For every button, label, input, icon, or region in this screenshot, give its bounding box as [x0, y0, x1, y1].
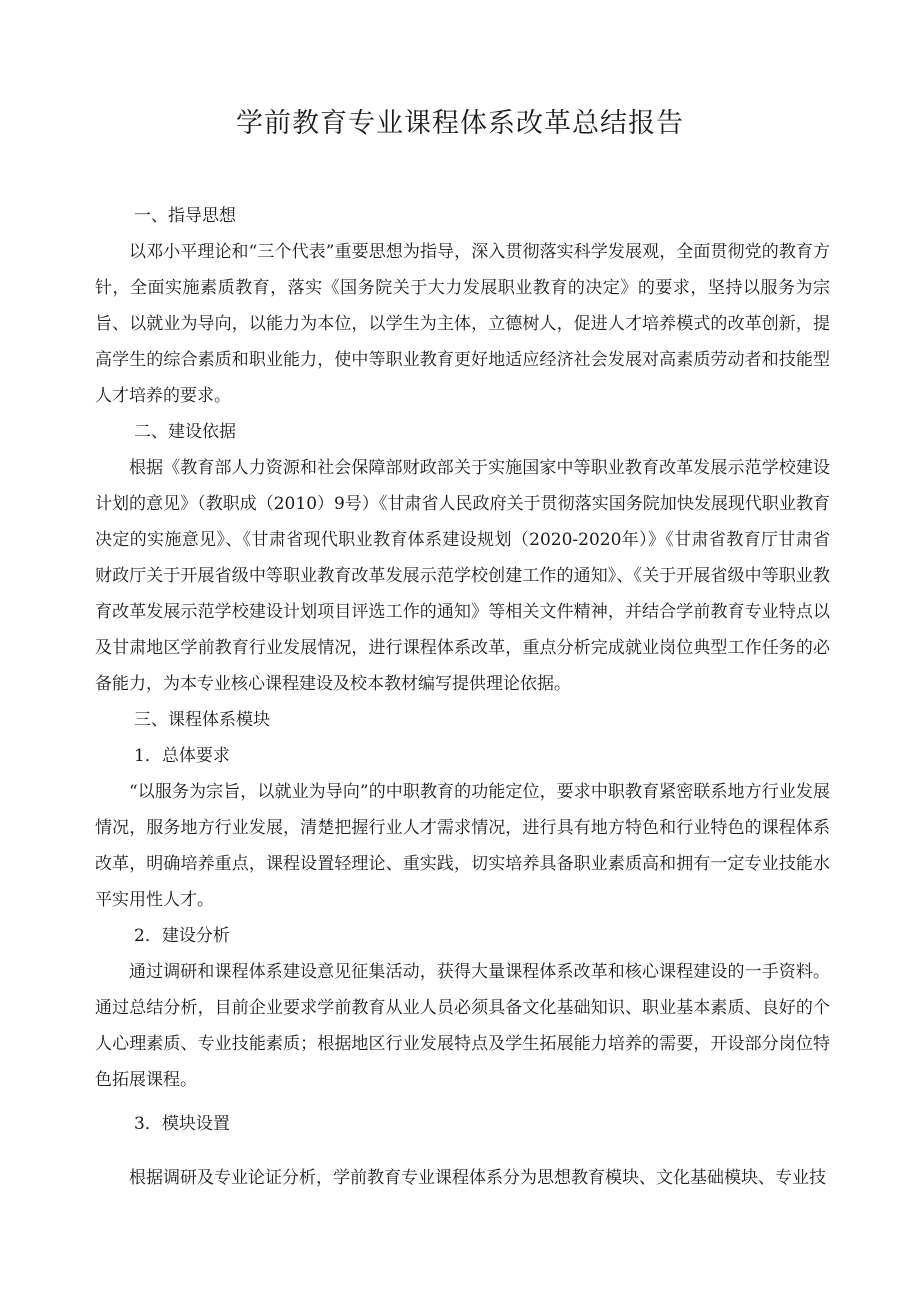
section-heading: 二、建设依据: [134, 422, 236, 442]
section-heading: 三、课程体系模块: [134, 710, 270, 730]
section-modules-setting: [95, 1106, 830, 1142]
subsection-paragraph: “以服务为宗旨，以就业为导向”的中职教育的功能定位，要求中职教育紧密联系地方行业发展情况，服务地方行业发展，清楚把握行业人才需求情况，进行具有地方特色和行业特色的课程体系改革，明确培养重点，课程设置轻理论、重实践，切实培养具备职业素质高和拥有一定专业技能水平实用性人才。: [95, 782, 830, 910]
subsection-heading: 1．总体要求: [134, 746, 230, 766]
subsection-paragraph: 根据调研及专业论证分析，学前教育专业课程体系分为思想教育模块、文化基础模块、专业技: [129, 1168, 826, 1188]
section-heading: 一、指导思想: [134, 206, 236, 226]
document-title: 学前教育专业课程体系改革总结报告: [236, 108, 684, 139]
section-paragraph: 以邓小平理论和“三个代表”重要思想为指导，深入贯彻落实科学发展观，全面贯彻党的教育方针，全面实施素质教育，落实《国务院关于大力发展职业教育的决定》的要求，坚持以服务为宗旨、以就业为导向，以能力为本位，以学生为主体，立德树人，促进人才培养模式的改革创新，提高学生的综合素质和职业能力，使中等职业教育更好地适应经济社会发展对高素质劳动者和技能型人才培养的要求。: [95, 242, 830, 406]
subsection-heading: 3．模块设置: [134, 1114, 230, 1134]
section-paragraph: 根据《教育部人力资源和社会保障部财政部关于实施国家中等职业教育改革发展示范学校建设计划的意见》（教职成（2010）9号）《甘肃省人民政府关于贯彻落实国务院加快发展现代职业教育决定的实施意见》、《甘肃省现代职业教育体系建设规划（2020-2020年）》《甘肃省教育厅甘肃省财政厅关于开展省级中等职业教育改革发展示范学校创建工作的通知》、《关于开展省级中等职业教育改革发展示范学校建设计划项目评选工作的通知》等相关文件精神，并结合学前教育专业特点以及甘肃地区学前教育行业发展情况，进行课程体系改革，重点分析完成就业岗位典型工作任务的必备能力，为本专业核心课程建设及校本教材编写提供理论依据。: [95, 458, 830, 694]
subsection-heading: 2．建设分析: [134, 926, 230, 946]
subsection-paragraph: 通过调研和课程体系建设意见征集活动，获得大量课程体系改革和核心课程建设的一手资料。通过总结分析，目前企业要求学前教育从业人员必须具备文化基础知识、职业基本素质、良好的个人心理素质、专业技能素质；根据地区行业发展特点及学生拓展能力培养的需要，开设部分岗位特色拓展课程。: [95, 962, 830, 1090]
section-guiding: [95, 198, 830, 1098]
section-modules-setting-text: [95, 1160, 830, 1196]
